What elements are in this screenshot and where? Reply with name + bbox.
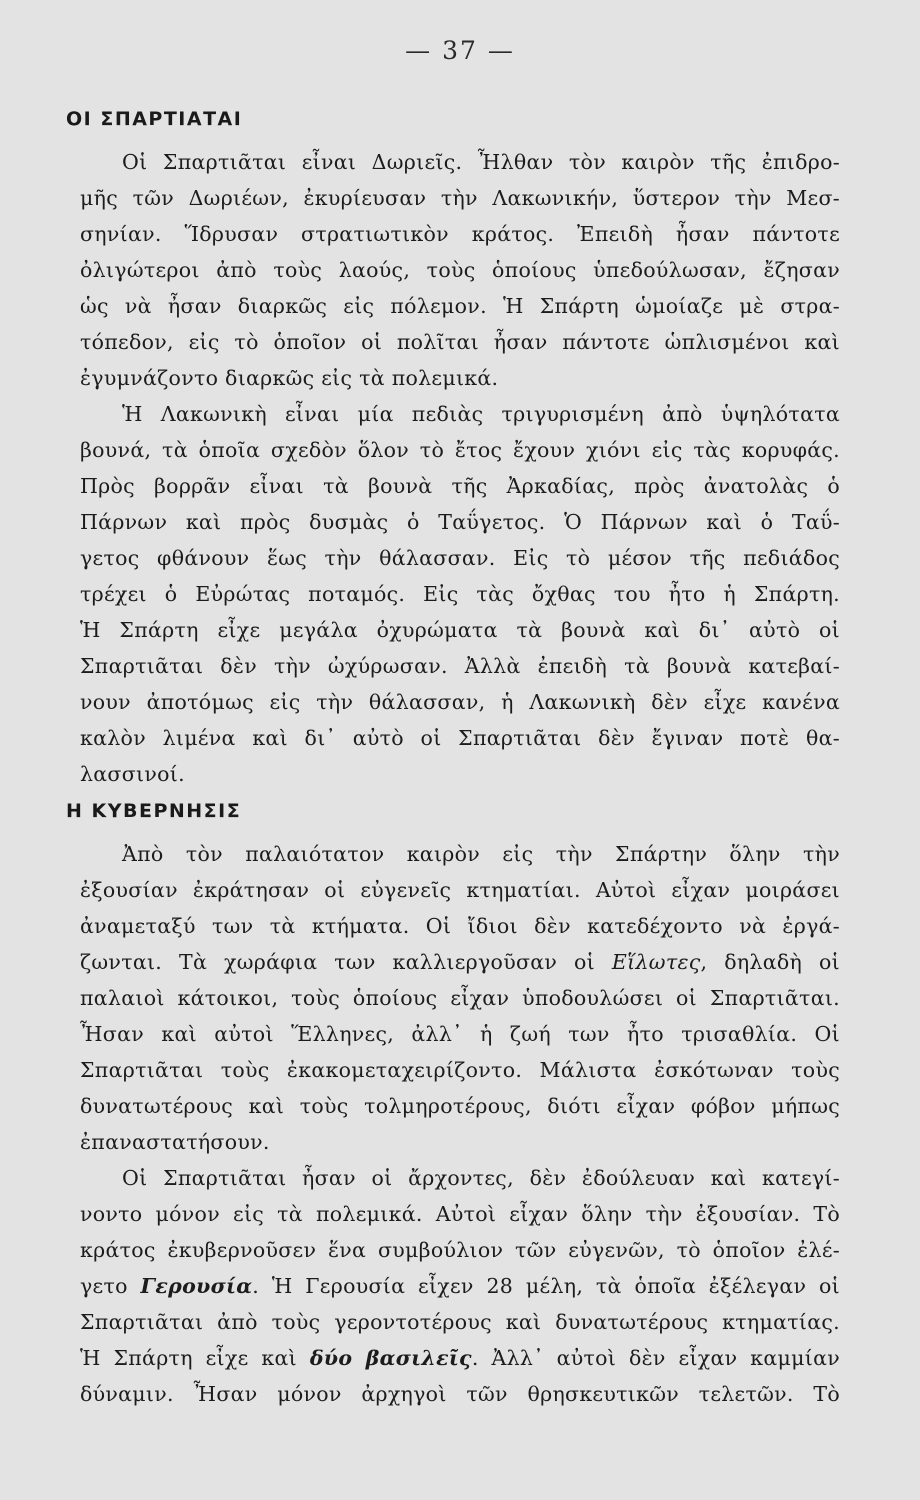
text-line: Πρὸς βορρᾶν εἶναι τὰ βουνὰ τῆς Ἀρκαδίας, πρὸς ἀνατολὰς ὁ: [80, 474, 840, 498]
text-line: καλὸν λιμένα καὶ δι᾿ αὐτὸ οἱ Σπαρτιᾶται δὲν ἔγιναν ποτὲ θα-: [80, 726, 840, 750]
section-heading-spartiates: ΟΙ ΣΠΑΡΤΙΑΤΑΙ: [66, 108, 243, 130]
text-line: νοντο μόνον εἰς τὰ πολεμικά. Αὐτοὶ εἶχαν ὅλην τὴν ἐξουσίαν. Τὸ: [80, 1202, 840, 1226]
text-run: γετο: [80, 1274, 141, 1298]
text-line: ἐπαναστατήσουν.: [80, 1130, 270, 1154]
text-line: [80, 1268, 840, 1304]
text-line: Σπαρτιᾶται ἀπὸ τοὺς γεροντοτέρους καὶ δυνατωτέρους κτηματίας.: [80, 1310, 840, 1334]
text-line: κράτος ἐκυβερνοῦσεν ἕνα συμβούλιον τῶν εὐγενῶν, τὸ ὁποῖον ἐλέ-: [80, 1238, 840, 1262]
text-line: νουν ἀποτόμως εἰς τὴν θάλασσαν, ἡ Λακωνικὴ δὲν εἶχε κανένα: [80, 690, 840, 714]
text-line: Πάρνων καὶ πρὸς δυσμὰς ὁ Ταΰγετος. Ὁ Πάρνων καὶ ὁ Ταΰ-: [80, 510, 840, 534]
text-line: Σπαρτιᾶται τοὺς ἐκακομεταχειρίζοντο. Μάλιστα ἐσκότωναν τοὺς: [80, 1058, 840, 1082]
text-line: τρέχει ὁ Εὐρώτας ποταμός. Εἰς τὰς ὄχθας του ἦτο ἡ Σπάρτη.: [80, 582, 840, 606]
text-line: Ἡ Σπάρτη εἶχε μεγάλα ὀχυρώματα τὰ βουνὰ καὶ δι᾿ αὐτὸ οἱ: [80, 618, 840, 642]
text-line: ἐξουσίαν ἐκράτησαν οἱ εὐγενεῖς κτηματίαι. Αὐτοὶ εἶχαν μοιράσει: [80, 878, 840, 902]
text-line: [80, 1340, 840, 1376]
text-line: ἀναμεταξύ των τὰ κτήματα. Οἱ ἴδιοι δὲν κατεδέχοντο νὰ ἐργά-: [80, 914, 840, 938]
text-line: ἐγυμνάζοντο διαρκῶς εἰς τὰ πολεμικά.: [80, 366, 499, 390]
text-line: Ἦσαν καὶ αὐτοὶ Ἕλληνες, ἀλλ᾿ ἡ ζωή των ἦτο τρισαθλία. Οἱ: [80, 1022, 840, 1046]
text-line: δυνατωτέρους καὶ τοὺς τολμηροτέρους, διότι εἶχαν φόβον μήπως: [80, 1094, 840, 1118]
text-line: ὡς νὰ ἦσαν διαρκῶς εἰς πόλεμον. Ἡ Σπάρτη ὡμοίαζε μὲ στρα-: [80, 294, 840, 318]
text-line: τόπεδον, εἰς τὸ ὁποῖον οἱ πολῖται ἦσαν πάντοτε ὡπλισμένοι καὶ: [80, 330, 840, 354]
text-run: Ἡ Σπάρτη εἶχε καὶ: [80, 1346, 310, 1370]
term-gerousia: Γερουσία: [140, 1274, 253, 1298]
term-dyo-vasileis: δύο βασιλεῖς: [309, 1346, 472, 1370]
text-line: [80, 944, 840, 980]
text-run: . Ἀλλ᾿ αὐτοὶ δὲν εἶχαν καμμίαν: [471, 1346, 841, 1370]
text-run: . Ἡ Γερουσία εἶχεν 28 μέλη, τὰ ὁποῖα ἐξέλεγαν οἱ: [252, 1274, 840, 1298]
text-line: Ἡ Λακωνικὴ εἶναι μία πεδιὰς τριγυρισμένη ἀπὸ ὑψηλότατα: [122, 402, 840, 426]
text-line: Οἱ Σπαρτιᾶται εἶναι Δωριεῖς. Ἦλθαν τὸν καιρὸν τῆς ἐπιδρο-: [122, 150, 840, 174]
text-line: παλαιοὶ κάτοικοι, τοὺς ὁποίους εἶχαν ὑποδουλώσει οἱ Σπαρτιᾶται.: [80, 986, 840, 1010]
text-line: λασσινοί.: [80, 762, 185, 786]
text-line: Ἀπὸ τὸν παλαιότατον καιρὸν εἰς τὴν Σπάρτην ὅλην τὴν: [122, 842, 840, 866]
text-run: , δηλαδὴ οἱ: [700, 950, 840, 974]
text-line: Οἱ Σπαρτιᾶται ἦσαν οἱ ἄρχοντες, δὲν ἐδούλευαν καὶ κατεγί-: [122, 1166, 840, 1190]
text-line: βουνά, τὰ ὁποῖα σχεδὸν ὅλον τὸ ἔτος ἔχουν χιόνι εἰς τὰς κορυφάς.: [80, 438, 840, 462]
text-run: ζωνται. Τὰ χωράφια των καλλιεργοῦσαν οἱ: [80, 950, 612, 974]
page-number: — 37 —: [405, 36, 515, 65]
text-line: γετος φθάνουν ἕως τὴν θάλασσαν. Εἰς τὸ μέσον τῆς πεδιάδος: [80, 546, 840, 570]
section-heading-kyvernisis: Η ΚΥΒΕΡΝΗΣΙΣ: [66, 800, 242, 822]
text-line: σηνίαν. Ἵδρυσαν στρατιωτικὸν κράτος. Ἐπειδὴ ἦσαν πάντοτε: [80, 222, 840, 246]
text-line: ὀλιγώτεροι ἀπὸ τοὺς λαούς, τοὺς ὁποίους ὑπεδούλωσαν, ἔζησαν: [80, 258, 840, 282]
text-line: δύναμιν. Ἦσαν μόνον ἀρχηγοὶ τῶν θρησκευτικῶν τελετῶν. Τὸ: [80, 1382, 840, 1406]
text-line: Σπαρτιᾶται δὲν τὴν ὠχύρωσαν. Ἀλλὰ ἐπειδὴ τὰ βουνὰ κατεβαί-: [80, 654, 840, 678]
text-line: μῆς τῶν Δωριέων, ἐκυρίευσαν τὴν Λακωνικήν, ὕστερον τὴν Μεσ-: [80, 186, 840, 210]
term-heilotes: Εἵλωτες: [611, 950, 701, 974]
